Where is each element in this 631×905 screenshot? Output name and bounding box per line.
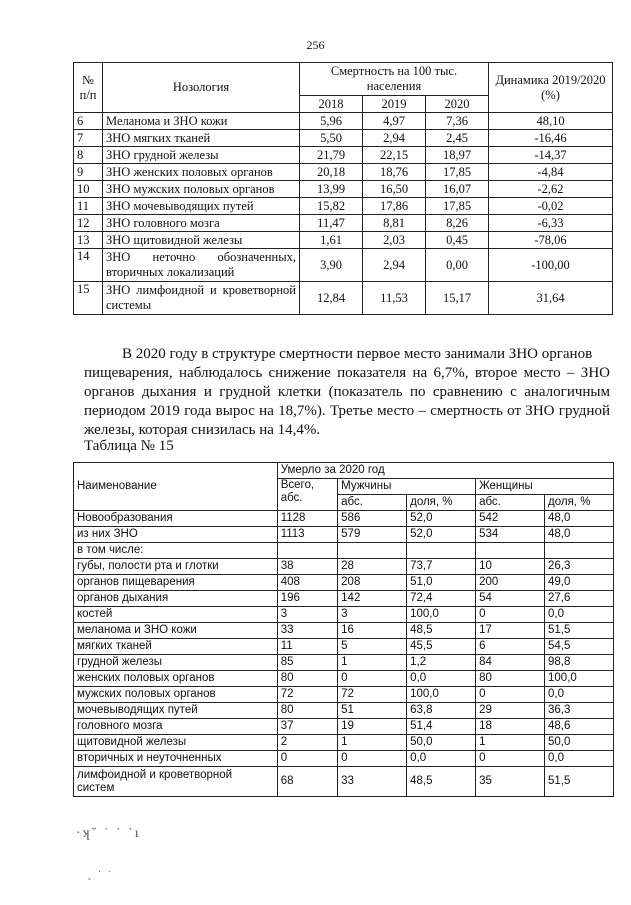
paragraph-line: В 2020 году в структуре смертности первое место занимали ЗНО органов bbox=[122, 346, 593, 362]
row-men-abs: 579 bbox=[338, 527, 407, 543]
row-2020: 17,85 bbox=[426, 198, 489, 215]
header-died: Умерло за 2020 год bbox=[277, 463, 613, 479]
row-name bbox=[103, 282, 300, 315]
header-total-line: Всего, bbox=[280, 479, 315, 491]
row-women-abs: 17 bbox=[476, 623, 545, 639]
header-nosology: Нозология bbox=[103, 63, 300, 113]
table-row bbox=[74, 687, 614, 703]
row-name: ЗНО мочевыводящих путей bbox=[103, 198, 300, 215]
row-name: Новообразования bbox=[74, 511, 278, 527]
table-row bbox=[74, 735, 614, 751]
row-2018: 13,99 bbox=[300, 181, 363, 198]
table-row bbox=[74, 147, 613, 164]
body-paragraph bbox=[84, 345, 610, 440]
row-women-abs bbox=[476, 543, 545, 559]
row-total: 38 bbox=[277, 559, 337, 575]
row-women-abs: 542 bbox=[476, 511, 545, 527]
header-men-abs: абс. bbox=[338, 495, 407, 511]
row-women-share: 51,5 bbox=[545, 767, 614, 797]
row-women-share: 0,0 bbox=[545, 687, 614, 703]
row-men-share: 51,0 bbox=[407, 575, 476, 591]
row-women-abs: 534 bbox=[476, 527, 545, 543]
row-men-share: 52,0 bbox=[407, 511, 476, 527]
row-name: вторичных и неуточненных bbox=[74, 751, 278, 767]
row-men-abs: 72 bbox=[338, 687, 407, 703]
row-2018: 1,61 bbox=[300, 232, 363, 249]
row-2019: 2,94 bbox=[363, 249, 426, 282]
row-num: 7 bbox=[74, 130, 103, 147]
row-total: 0 bbox=[277, 751, 337, 767]
table-row bbox=[74, 215, 613, 232]
row-dynamics: -6,33 bbox=[489, 215, 613, 232]
row-2019: 18,76 bbox=[363, 164, 426, 181]
table-row bbox=[74, 671, 614, 687]
row-total: 85 bbox=[277, 655, 337, 671]
row-women-share: 48,0 bbox=[545, 511, 614, 527]
row-men-abs: 5 bbox=[338, 639, 407, 655]
deaths-table bbox=[73, 462, 614, 797]
row-2018: 5,50 bbox=[300, 130, 363, 147]
header-year: 2019 bbox=[363, 96, 426, 113]
row-men-share: 48,5 bbox=[407, 767, 476, 797]
row-name bbox=[74, 767, 278, 797]
table-row bbox=[74, 623, 614, 639]
row-name-line: ЗНО лимфоидной и кроветворной bbox=[106, 283, 296, 297]
row-2018: 21,79 bbox=[300, 147, 363, 164]
table-row bbox=[74, 249, 613, 282]
row-women-share: 48,0 bbox=[545, 527, 614, 543]
row-men-abs: 1 bbox=[338, 655, 407, 671]
table-row bbox=[74, 164, 613, 181]
row-name: органов пищеварения bbox=[74, 575, 278, 591]
row-women-share: 36,3 bbox=[545, 703, 614, 719]
row-name: грудной железы bbox=[74, 655, 278, 671]
row-men-share: 51,4 bbox=[407, 719, 476, 735]
row-name: мягких тканей bbox=[74, 639, 278, 655]
row-men-abs: 19 bbox=[338, 719, 407, 735]
row-2020: 0,45 bbox=[426, 232, 489, 249]
row-2019: 8,81 bbox=[363, 215, 426, 232]
row-name bbox=[103, 249, 300, 282]
row-dynamics: 48,10 bbox=[489, 113, 613, 130]
row-women-share: 98,8 bbox=[545, 655, 614, 671]
row-num: 11 bbox=[74, 198, 103, 215]
row-women-abs: 84 bbox=[476, 655, 545, 671]
row-men-share bbox=[407, 543, 476, 559]
row-2019: 17,86 bbox=[363, 198, 426, 215]
row-2018: 3,90 bbox=[300, 249, 363, 282]
row-women-share: 100,0 bbox=[545, 671, 614, 687]
row-name: мужских половых органов bbox=[74, 687, 278, 703]
row-name: в том числе: bbox=[74, 543, 278, 559]
header-men: Мужчины bbox=[338, 479, 476, 495]
row-name: ЗНО мягких тканей bbox=[103, 130, 300, 147]
row-total: 80 bbox=[277, 703, 337, 719]
row-name: ЗНО щитовидной железы bbox=[103, 232, 300, 249]
row-2018: 11,47 bbox=[300, 215, 363, 232]
row-total: 2 bbox=[277, 735, 337, 751]
table-row bbox=[74, 113, 613, 130]
row-men-share: 72,4 bbox=[407, 591, 476, 607]
row-men-abs: 0 bbox=[338, 671, 407, 687]
row-total: 72 bbox=[277, 687, 337, 703]
row-name-line: вторичных локализаций bbox=[106, 265, 235, 279]
row-num: 15 bbox=[74, 282, 103, 315]
row-women-share: 26,3 bbox=[545, 559, 614, 575]
row-women-abs: 80 bbox=[476, 671, 545, 687]
table-caption: Таблица № 15 bbox=[84, 438, 174, 454]
row-total: 11 bbox=[277, 639, 337, 655]
row-total bbox=[277, 543, 337, 559]
table-row bbox=[74, 575, 614, 591]
row-men-share: 100,0 bbox=[407, 687, 476, 703]
row-total: 33 bbox=[277, 623, 337, 639]
row-men-share: 45,5 bbox=[407, 639, 476, 655]
row-total: 37 bbox=[277, 719, 337, 735]
row-2019: 22,15 bbox=[363, 147, 426, 164]
table-header-row bbox=[74, 63, 613, 96]
row-men-abs: 33 bbox=[338, 767, 407, 797]
row-women-share: 54,5 bbox=[545, 639, 614, 655]
row-total: 196 bbox=[277, 591, 337, 607]
row-dynamics: -4,84 bbox=[489, 164, 613, 181]
header-women-share: доля, % bbox=[545, 495, 614, 511]
row-men-abs: 142 bbox=[338, 591, 407, 607]
row-men-share: 100,0 bbox=[407, 607, 476, 623]
row-name: ЗНО грудной железы bbox=[103, 147, 300, 164]
table-row bbox=[74, 703, 614, 719]
row-dynamics: -100,00 bbox=[489, 249, 613, 282]
row-men-share: 1,2 bbox=[407, 655, 476, 671]
table-row bbox=[74, 607, 614, 623]
row-women-abs: 29 bbox=[476, 703, 545, 719]
row-2018: 20,18 bbox=[300, 164, 363, 181]
row-name: головного мозга bbox=[74, 719, 278, 735]
row-women-abs: 0 bbox=[476, 607, 545, 623]
stamp-mark: ˛ ˙ ˙ bbox=[88, 870, 113, 881]
row-num: 6 bbox=[74, 113, 103, 130]
header-year: 2020 bbox=[426, 96, 489, 113]
row-dynamics: -0,02 bbox=[489, 198, 613, 215]
row-num: 8 bbox=[74, 147, 103, 164]
row-2018: 12,84 bbox=[300, 282, 363, 315]
table-row bbox=[74, 559, 614, 575]
row-women-abs: 0 bbox=[476, 687, 545, 703]
row-2020: 2,45 bbox=[426, 130, 489, 147]
header-total bbox=[277, 479, 337, 511]
table-row bbox=[74, 655, 614, 671]
row-name: губы, полости рта и глотки bbox=[74, 559, 278, 575]
row-men-abs: 208 bbox=[338, 575, 407, 591]
row-2020: 16,07 bbox=[426, 181, 489, 198]
row-name: Меланома и ЗНО кожи bbox=[103, 113, 300, 130]
row-name-line: системы bbox=[106, 298, 152, 312]
row-2019: 16,50 bbox=[363, 181, 426, 198]
row-2020: 0,00 bbox=[426, 249, 489, 282]
header-women: Женщины bbox=[476, 479, 614, 495]
row-men-abs: 586 bbox=[338, 511, 407, 527]
row-2019: 4,97 bbox=[363, 113, 426, 130]
row-women-share: 0,0 bbox=[545, 751, 614, 767]
row-men-share: 52,0 bbox=[407, 527, 476, 543]
row-men-abs: 0 bbox=[338, 751, 407, 767]
row-2018: 15,82 bbox=[300, 198, 363, 215]
row-dynamics: 31,64 bbox=[489, 282, 613, 315]
row-name: меланома и ЗНО кожи bbox=[74, 623, 278, 639]
row-women-share: 51,5 bbox=[545, 623, 614, 639]
table-row bbox=[74, 130, 613, 147]
header-mortality: Смертность на 100 тыс. населения bbox=[300, 63, 489, 96]
row-men-share: 0,0 bbox=[407, 751, 476, 767]
row-name: органов дыхания bbox=[74, 591, 278, 607]
row-men-share: 48,5 bbox=[407, 623, 476, 639]
row-women-share: 49,0 bbox=[545, 575, 614, 591]
row-men-share: 0,0 bbox=[407, 671, 476, 687]
row-name: из них ЗНО bbox=[74, 527, 278, 543]
row-total: 68 bbox=[277, 767, 337, 797]
row-dynamics: -14,37 bbox=[489, 147, 613, 164]
row-2020: 8,26 bbox=[426, 215, 489, 232]
row-women-share: 50,0 bbox=[545, 735, 614, 751]
row-men-abs: 1 bbox=[338, 735, 407, 751]
row-total: 80 bbox=[277, 671, 337, 687]
stamp-mark: ·ʞ˘ ˙ ˙ ˙ı bbox=[76, 826, 141, 841]
row-2020: 18,97 bbox=[426, 147, 489, 164]
header-name: Наименование bbox=[74, 463, 278, 511]
header-dynamics: Динамика 2019/2020 (%) bbox=[489, 63, 613, 113]
row-name: ЗНО женских половых органов bbox=[103, 164, 300, 181]
row-2019: 2,94 bbox=[363, 130, 426, 147]
table-row bbox=[74, 181, 613, 198]
row-name: щитовидной железы bbox=[74, 735, 278, 751]
row-men-share: 50,0 bbox=[407, 735, 476, 751]
table-row bbox=[74, 767, 614, 797]
row-dynamics: -78,06 bbox=[489, 232, 613, 249]
row-women-abs: 18 bbox=[476, 719, 545, 735]
table-row bbox=[74, 543, 614, 559]
table-row bbox=[74, 639, 614, 655]
row-men-abs: 3 bbox=[338, 607, 407, 623]
row-2019: 11,53 bbox=[363, 282, 426, 315]
row-total: 1113 bbox=[277, 527, 337, 543]
row-name: мочевыводящих путей bbox=[74, 703, 278, 719]
row-name: костей bbox=[74, 607, 278, 623]
row-women-share bbox=[545, 543, 614, 559]
table-row bbox=[74, 591, 614, 607]
row-men-abs: 16 bbox=[338, 623, 407, 639]
row-women-share: 27,6 bbox=[545, 591, 614, 607]
row-women-share: 0,0 bbox=[545, 607, 614, 623]
table-row bbox=[74, 232, 613, 249]
row-men-share: 63,8 bbox=[407, 703, 476, 719]
paragraph-text: пищеварения, наблюдалось снижение показателя на 6,7%, второе место – ЗНО органов дыхания и грудной клетки (показатель по сравнению с аналогичным периодом 2019 года вырос на 18,7%). Третье место – смертность от ЗНО грудной железы, которая снизилась на 14,4%. bbox=[84, 365, 610, 438]
row-num: 12 bbox=[74, 215, 103, 232]
row-women-abs: 6 bbox=[476, 639, 545, 655]
row-men-abs: 51 bbox=[338, 703, 407, 719]
header-women-abs: абс. bbox=[476, 495, 545, 511]
row-women-abs: 35 bbox=[476, 767, 545, 797]
row-2019: 2,03 bbox=[363, 232, 426, 249]
row-women-abs: 1 bbox=[476, 735, 545, 751]
table-row bbox=[74, 751, 614, 767]
row-women-abs: 10 bbox=[476, 559, 545, 575]
row-women-share: 48,6 bbox=[545, 719, 614, 735]
row-name-line: ЗНО неточно обозначенных, bbox=[106, 250, 296, 264]
row-dynamics: -16,46 bbox=[489, 130, 613, 147]
table-header-row bbox=[74, 463, 614, 479]
row-2020: 17,85 bbox=[426, 164, 489, 181]
table-row bbox=[74, 282, 613, 315]
row-2020: 15,17 bbox=[426, 282, 489, 315]
row-women-abs: 200 bbox=[476, 575, 545, 591]
header-year: 2018 bbox=[300, 96, 363, 113]
row-men-share: 73,7 bbox=[407, 559, 476, 575]
table-row bbox=[74, 198, 613, 215]
table-row bbox=[74, 511, 614, 527]
row-dynamics: -2,62 bbox=[489, 181, 613, 198]
row-name: ЗНО головного мозга bbox=[103, 215, 300, 232]
mortality-table bbox=[73, 62, 613, 315]
page-number: 256 bbox=[306, 38, 325, 52]
header-total-line: абс. bbox=[280, 492, 303, 504]
row-total: 1128 bbox=[277, 511, 337, 527]
row-2020: 7,36 bbox=[426, 113, 489, 130]
table-row bbox=[74, 719, 614, 735]
row-num: 13 bbox=[74, 232, 103, 249]
row-total: 408 bbox=[277, 575, 337, 591]
header-men-share: доля, % bbox=[407, 495, 476, 511]
header-num: № п/п bbox=[74, 63, 103, 113]
row-name: женских половых органов bbox=[74, 671, 278, 687]
row-num: 10 bbox=[74, 181, 103, 198]
row-name: ЗНО мужских половых органов bbox=[103, 181, 300, 198]
row-num: 9 bbox=[74, 164, 103, 181]
row-women-abs: 54 bbox=[476, 591, 545, 607]
row-2018: 5,96 bbox=[300, 113, 363, 130]
row-women-abs: 0 bbox=[476, 751, 545, 767]
row-total: 3 bbox=[277, 607, 337, 623]
row-num: 14 bbox=[74, 249, 103, 282]
row-men-abs bbox=[338, 543, 407, 559]
row-name-line: систем bbox=[77, 781, 115, 794]
row-men-abs: 28 bbox=[338, 559, 407, 575]
row-name-line: лимфоидной и кроветворной bbox=[77, 768, 233, 781]
table-row bbox=[74, 527, 614, 543]
